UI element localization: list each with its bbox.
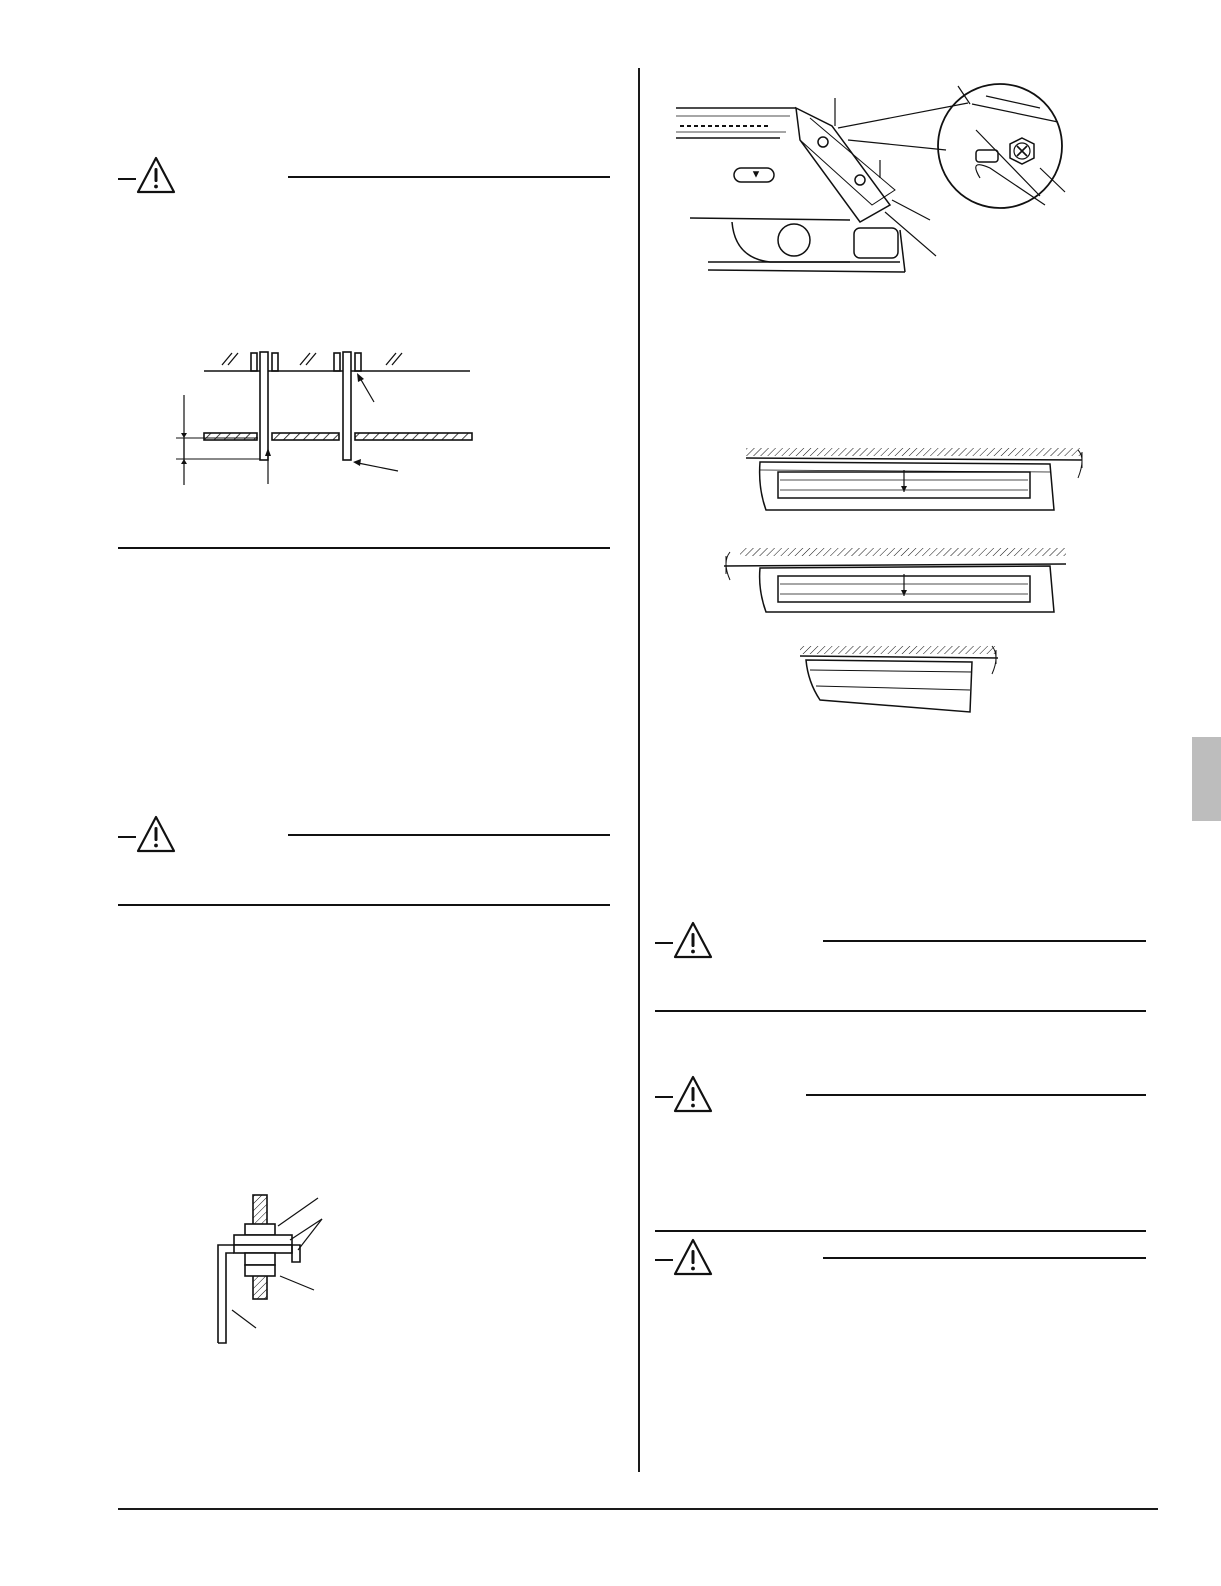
level-check-figures [724,448,1082,712]
bracket-nut-diagram [218,1195,322,1343]
hanging-bolt-diagram [176,352,472,485]
unit-mounting-detail-figure [676,84,1065,272]
